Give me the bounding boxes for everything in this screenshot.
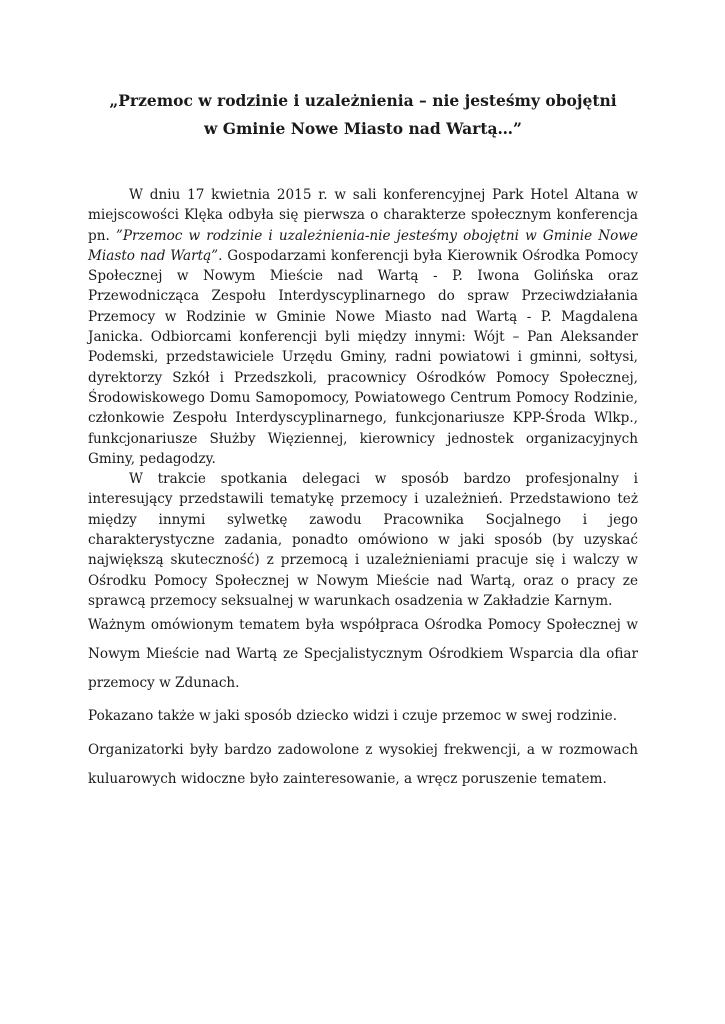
paragraph-5: Organizatorki były bardzo zadowolone z wysokiej frekwencji, a w rozmowach kuluarowych widoczne było zainteresowanie, a wręcz poruszenie tematem. [88,741,638,787]
paragraph-1-text-a: W dniu 17 kwietnia 2015 r. w sali konferencyjnej Park Hotel Altana w miejscowości Klęka odbyła się pierwsza o charakterze społecznym konferencja pn. [88,187,638,244]
document-title-line-2: w Gminie Nowe Miasto nad Wartą…” [204,119,522,138]
document-title-line-1: „Przemoc w rodzinie i uzależnienia – nie jesteśmy obojętni [109,91,617,110]
document-body [88,185,638,794]
paragraph-1-text-b: . Gospodarzami konferencji była Kierownik Ośrodka Pomocy Społecznej w Nowym Mieście nad Wartą - P. Iwona Golińska oraz Przewodnicząca Zespołu Interdyscyplinarnego do spraw Przeciwdziałania Przemocy w Rodzinie w Gminie Nowe Miasto nad Wartą - P. Magdalena Janicka. Odbiorcami konferencji byli między innymi: Wójt – Pan Aleksander Podemski, przedstawiciele Urzędu Gminy, radni powiatowi i gminni, sołtysi, dyrektorzy Szkół i Przedszkoli, pracownicy Ośrodków Pomocy Społecznej, Środowiskowego Domu Samopomocy, Powiatowego Centrum Pomocy Rodzinie, członkowie Zespołu Interdyscyplinarnego, funkcjonariusze KPP-Środa Wlkp., funkcjonariusze Służby Więziennej, kierownicy jednostek organizacyjnych Gminy, pedagodzy. [88,247,639,467]
paragraph-3: Ważnym omówionym tematem była współpraca Ośrodka Pomocy Społecznej w Nowym Mieście nad Wartą ze Specjalistycznym Ośrodkiem Wsparcia dla ofiar przemocy w Zdunach. [88,617,638,692]
paragraph-1 [88,185,638,469]
conference-name-italic: ”Przemoc w rodzinie i uzależnienia-nie jesteśmy obojętni w Gminie Nowe Miasto nad Wartą” [88,227,638,264]
paragraph-2: W trakcie spotkania delegaci w sposób bardzo profesjonalny i interesujący przedstawili tematykę przemocy i uzależnień. Przedstawiono też między innymi sylwetkę zawodu Pracownika Socjalnego i jego charakterystyczne zadania, ponadto omówiono w jaki sposób (by uzyskać największą skuteczność) z przemocą i uzależnieniami pracuje się i walczy w Ośrodku Pomocy Społecznej w Nowym Mieście nad Wartą, oraz o pracy ze sprawcą przemocy seksualnej w warunkach osadzenia w Zakładzie Karnym. [88,471,638,609]
paragraph-4: Pokazano także w jaki sposób dziecko widzi i czuje przemoc w swej rodzinie. [88,708,618,725]
